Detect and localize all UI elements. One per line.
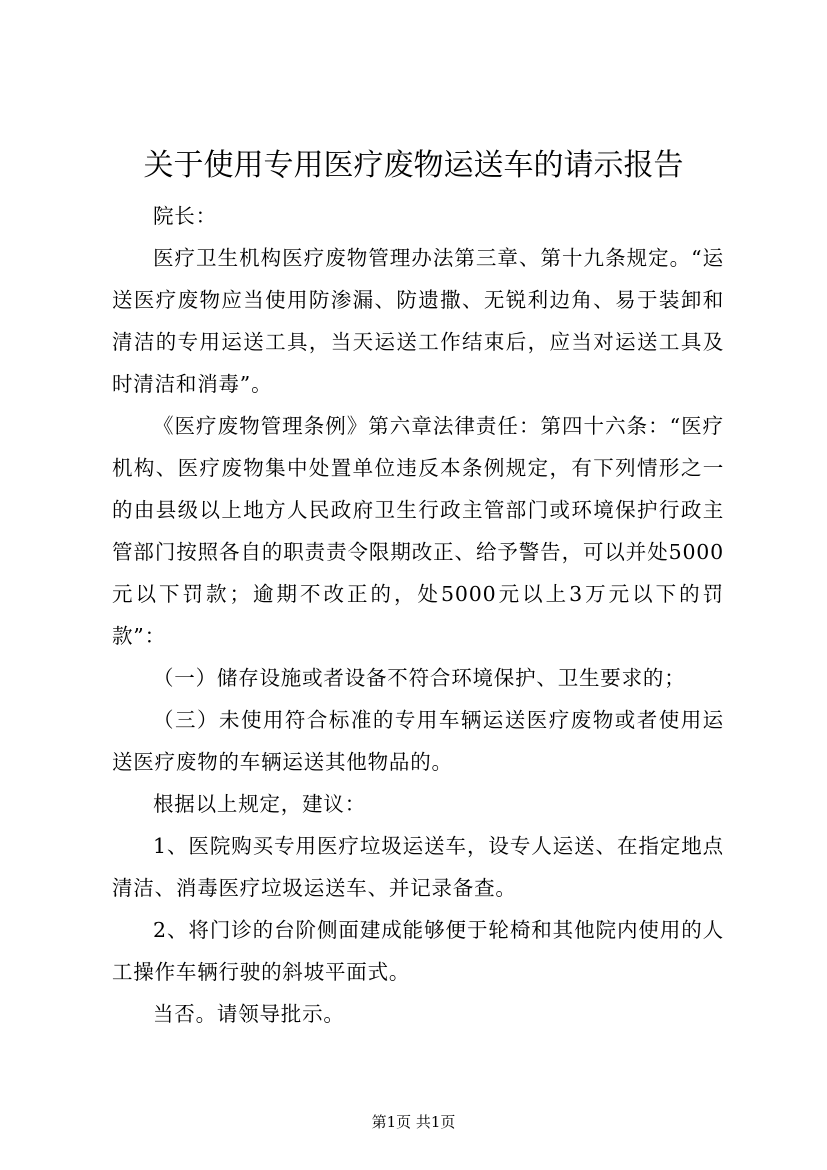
paragraph-suggestion-2: 2、将门诊的台阶侧面建成能够便于轮椅和其他院内使用的人工操作车辆行驶的斜坡平面式。 — [112, 918, 724, 984]
paragraph-item-1: （一）储存设施或者设备不符合环境保护、卫生要求的； — [153, 666, 686, 690]
paragraph-regulation-2: 《医疗废物管理条例》第六章法律责任：第四十六条：“医疗机构、医疗废物集中处置单位违反本条例规定，有下列情形之一的由县级以上地方人民政府卫生行政主管部门或环境保护行政主管部门按照各自的职责责令限期改正、给予警告，可以并处5000元以下罚款；逾期不改正的，处5000元以上3万元以下的罚款”： — [112, 414, 724, 648]
document-title: 关于使用专用医疗废物运送车的请示报告 — [143, 148, 684, 183]
paragraph-suggestion-intro: 根据以上规定，建议： — [153, 792, 366, 816]
paragraph-regulation-1: 医疗卫生机构医疗废物管理办法第三章、第十九条规定。“运送医疗废物应当使用防渗漏、防遗撒、无锐利边角、易于装卸和清洁的专用运送工具，当天运送工作结束后，应当对运送工具及时清洁和消毒”。 — [112, 246, 724, 396]
paragraph-item-3: （三）未使用符合标准的专用车辆运送医疗废物或者使用运送医疗废物的车辆运送其他物品的。 — [112, 708, 724, 774]
salutation: 院长： — [153, 204, 217, 228]
page-number-footer: 第1页 共1页 — [371, 1113, 456, 1131]
paragraph-suggestion-1: 1、医院购买专用医疗垃圾运送车，设专人运送、在指定地点清洁、消毒医疗垃圾运送车、并记录备查。 — [112, 834, 724, 900]
document-body — [112, 195, 724, 1035]
closing-line: 当否。请领导批示。 — [153, 1002, 345, 1026]
